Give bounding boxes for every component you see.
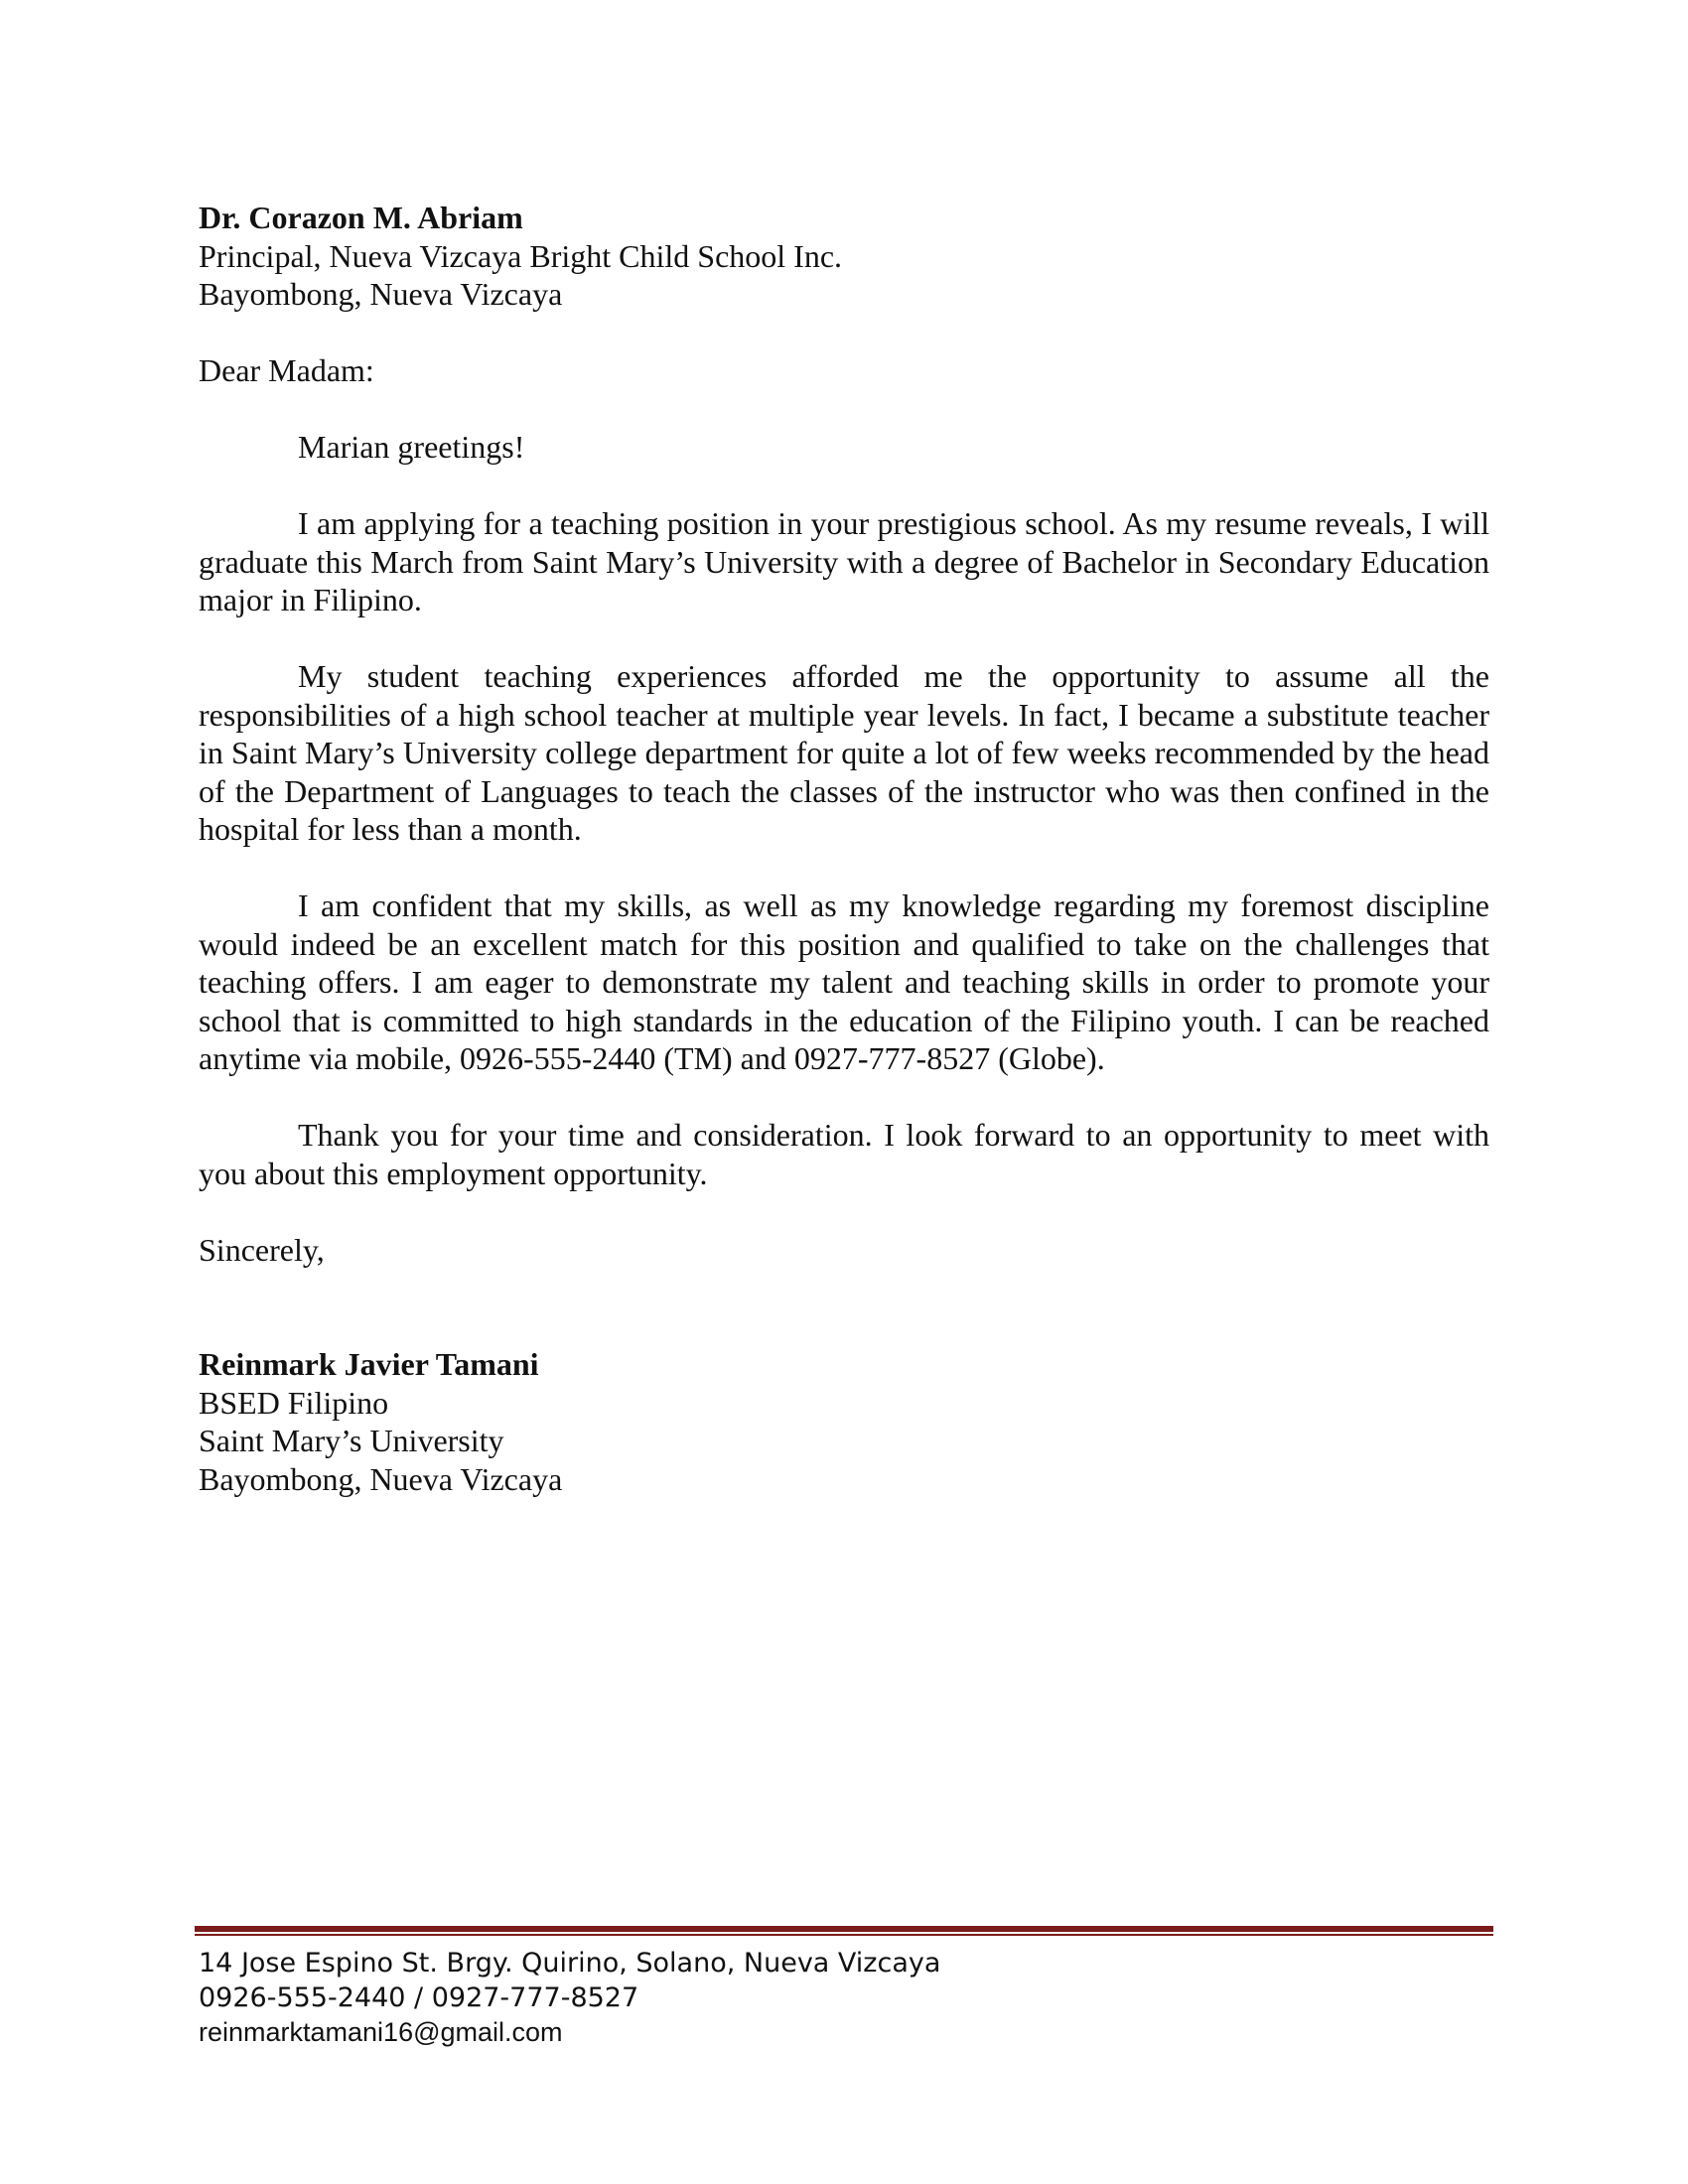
footer-address: 14 Jose Espino St. Brgy. Quirino, Solano, Nueva Vizcaya: [199, 1948, 941, 1979]
sender-degree: BSED Filipino: [199, 1384, 389, 1421]
footer-divider-thin-line: [195, 1934, 1493, 1936]
footer-email: reinmarktamani16@gmail.com: [199, 2017, 563, 2047]
footer-phones: 0926-555-2440 / 0927-777-8527: [199, 1982, 639, 2013]
sender-school: Saint Mary’s University: [199, 1423, 504, 1458]
paragraph-application: I am applying for a teaching position in your prestigious school. As my resume reveals, I will graduate this March from Saint Mary’s University with a degree of Bachelor in Secondary Education major in Filipino.: [199, 505, 1489, 617]
recipient-name: Dr. Corazon M. Abriam: [199, 200, 523, 235]
paragraph-qualifications: I am confident that my skills, as well as my knowledge regarding my foremost discipline would indeed be an excellent match for this position and qualified to take on the challenges that teaching offers. I am eager to demonstrate my talent and teaching skills in order to promote your school that is committed to high standards in the education of the Filipino youth. I can be reached anytime via mobile, 0926-555-2440 (TM) and 0927-777-8527 (Globe).: [199, 887, 1489, 1076]
sender-name: Reinmark Javier Tamani: [199, 1346, 539, 1382]
paragraph-experience: My student teaching experiences afforded me the opportunity to assume all the responsibilities of a high school teacher at multiple year levels. In fact, I became a substitute teacher in Saint Mary’s University college department for quite a lot of few weeks recommended by the head of the Department of Languages to teach the classes of the instructor who was then confined in the hospital for less than a month.: [199, 658, 1489, 847]
letter-body: [199, 199, 1489, 1498]
closing: Sincerely,: [199, 1231, 325, 1268]
paragraph-thanks: Thank you for your time and consideration. I look forward to an opportunity to meet with you about this employment opportunity.: [199, 1117, 1489, 1191]
recipient-title: Principal, Nueva Vizcaya Bright Child School Inc.: [199, 237, 843, 274]
footer-divider: [195, 1926, 1493, 1936]
greeting: Marian greetings!: [298, 429, 525, 465]
recipient-address: Bayombong, Nueva Vizcaya: [199, 276, 563, 312]
sender-address: Bayombong, Nueva Vizcaya: [199, 1460, 563, 1497]
footer-divider-thick-line: [195, 1926, 1493, 1932]
letterhead-footer: [199, 1946, 1489, 2050]
salutation: Dear Madam:: [199, 352, 374, 388]
